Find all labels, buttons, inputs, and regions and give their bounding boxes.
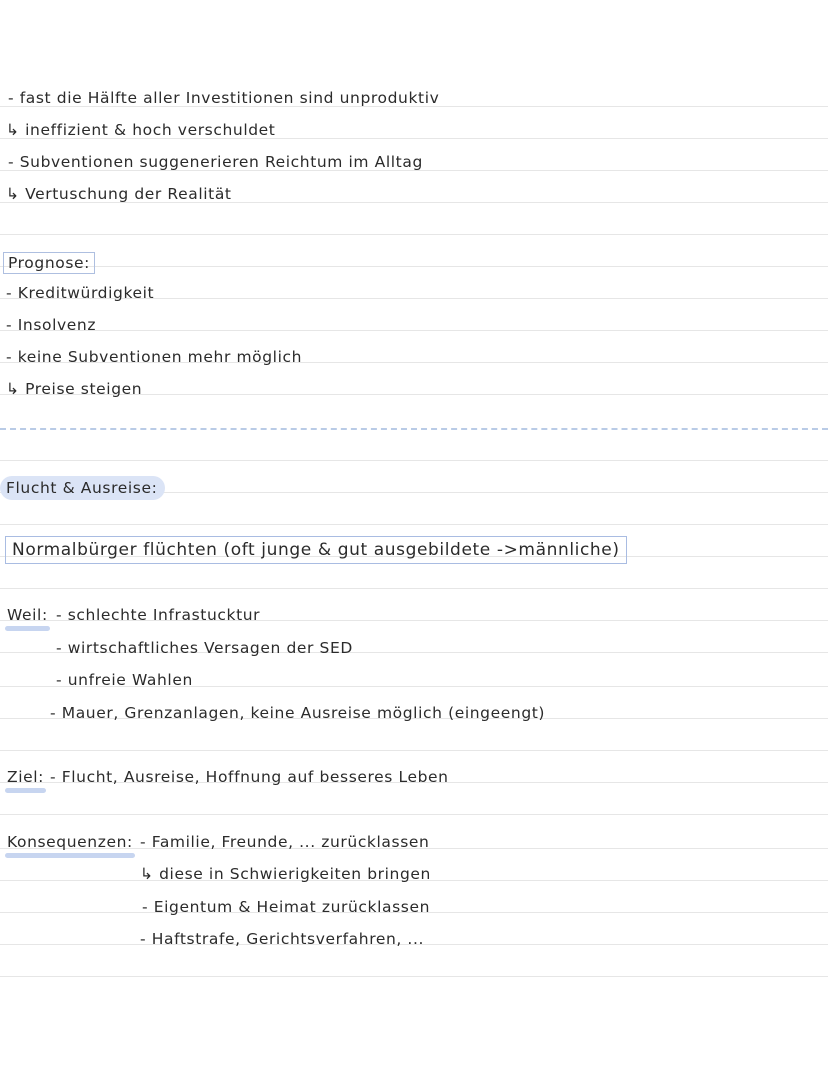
- rule: [0, 234, 828, 235]
- konsequenzen-label-text: Konsequenzen:: [7, 833, 133, 851]
- ziel-label: [7, 767, 44, 787]
- rule: [0, 976, 828, 977]
- konsequenzen-label: [7, 832, 133, 852]
- rule: [0, 330, 828, 331]
- weil-label-text: Weil:: [7, 606, 48, 624]
- rule: [0, 750, 828, 751]
- note-line: ↳ Vertuschung der Realität: [6, 185, 232, 203]
- ziel-text: - Flucht, Ausreise, Hoffnung auf besseres Leben: [50, 768, 449, 786]
- prognose-item: - Kreditwürdigkeit: [6, 284, 155, 302]
- rule: [0, 266, 828, 267]
- flucht-heading: Flucht & Ausreise:: [0, 476, 165, 500]
- ziel-label-text: Ziel:: [7, 768, 44, 786]
- weil-label: [7, 605, 48, 625]
- prognose-heading: Prognose:: [3, 252, 95, 274]
- prognose-item: - keine Subventionen mehr möglich: [6, 348, 303, 366]
- rule: [0, 460, 828, 461]
- prognose-item: ↳ Preise steigen: [6, 380, 143, 398]
- weil-item: - schlechte Infrastucktur: [56, 606, 261, 624]
- note-line: - fast die Hälfte aller Investitionen sind unproduktiv: [8, 89, 440, 107]
- rule: [0, 588, 828, 589]
- section-divider: [0, 428, 828, 430]
- konsequenzen-item: - Familie, Freunde, ... zurücklassen: [140, 833, 430, 851]
- prognose-item: - Insolvenz: [6, 316, 97, 334]
- konsequenzen-item: - Haftstrafe, Gerichtsverfahren, ...: [140, 930, 425, 948]
- weil-item: - unfreie Wahlen: [56, 671, 193, 689]
- konsequenzen-item: - Eigentum & Heimat zurücklassen: [142, 898, 431, 916]
- weil-item: - wirtschaftliches Versagen der SED: [56, 639, 353, 657]
- konsequenzen-item: ↳ diese in Schwierigkeiten bringen: [140, 865, 431, 883]
- note-line: ↳ ineffizient & hoch verschuldet: [6, 121, 276, 139]
- rule: [0, 524, 828, 525]
- weil-item: - Mauer, Grenzanlagen, keine Ausreise möglich (eingeengt): [50, 704, 546, 722]
- note-line: - Subventionen suggenerieren Reichtum im Alltag: [8, 153, 423, 171]
- flucht-summary: Normalbürger flüchten (oft junge & gut ausgebildete ->männliche): [5, 536, 627, 564]
- rule: [0, 814, 828, 815]
